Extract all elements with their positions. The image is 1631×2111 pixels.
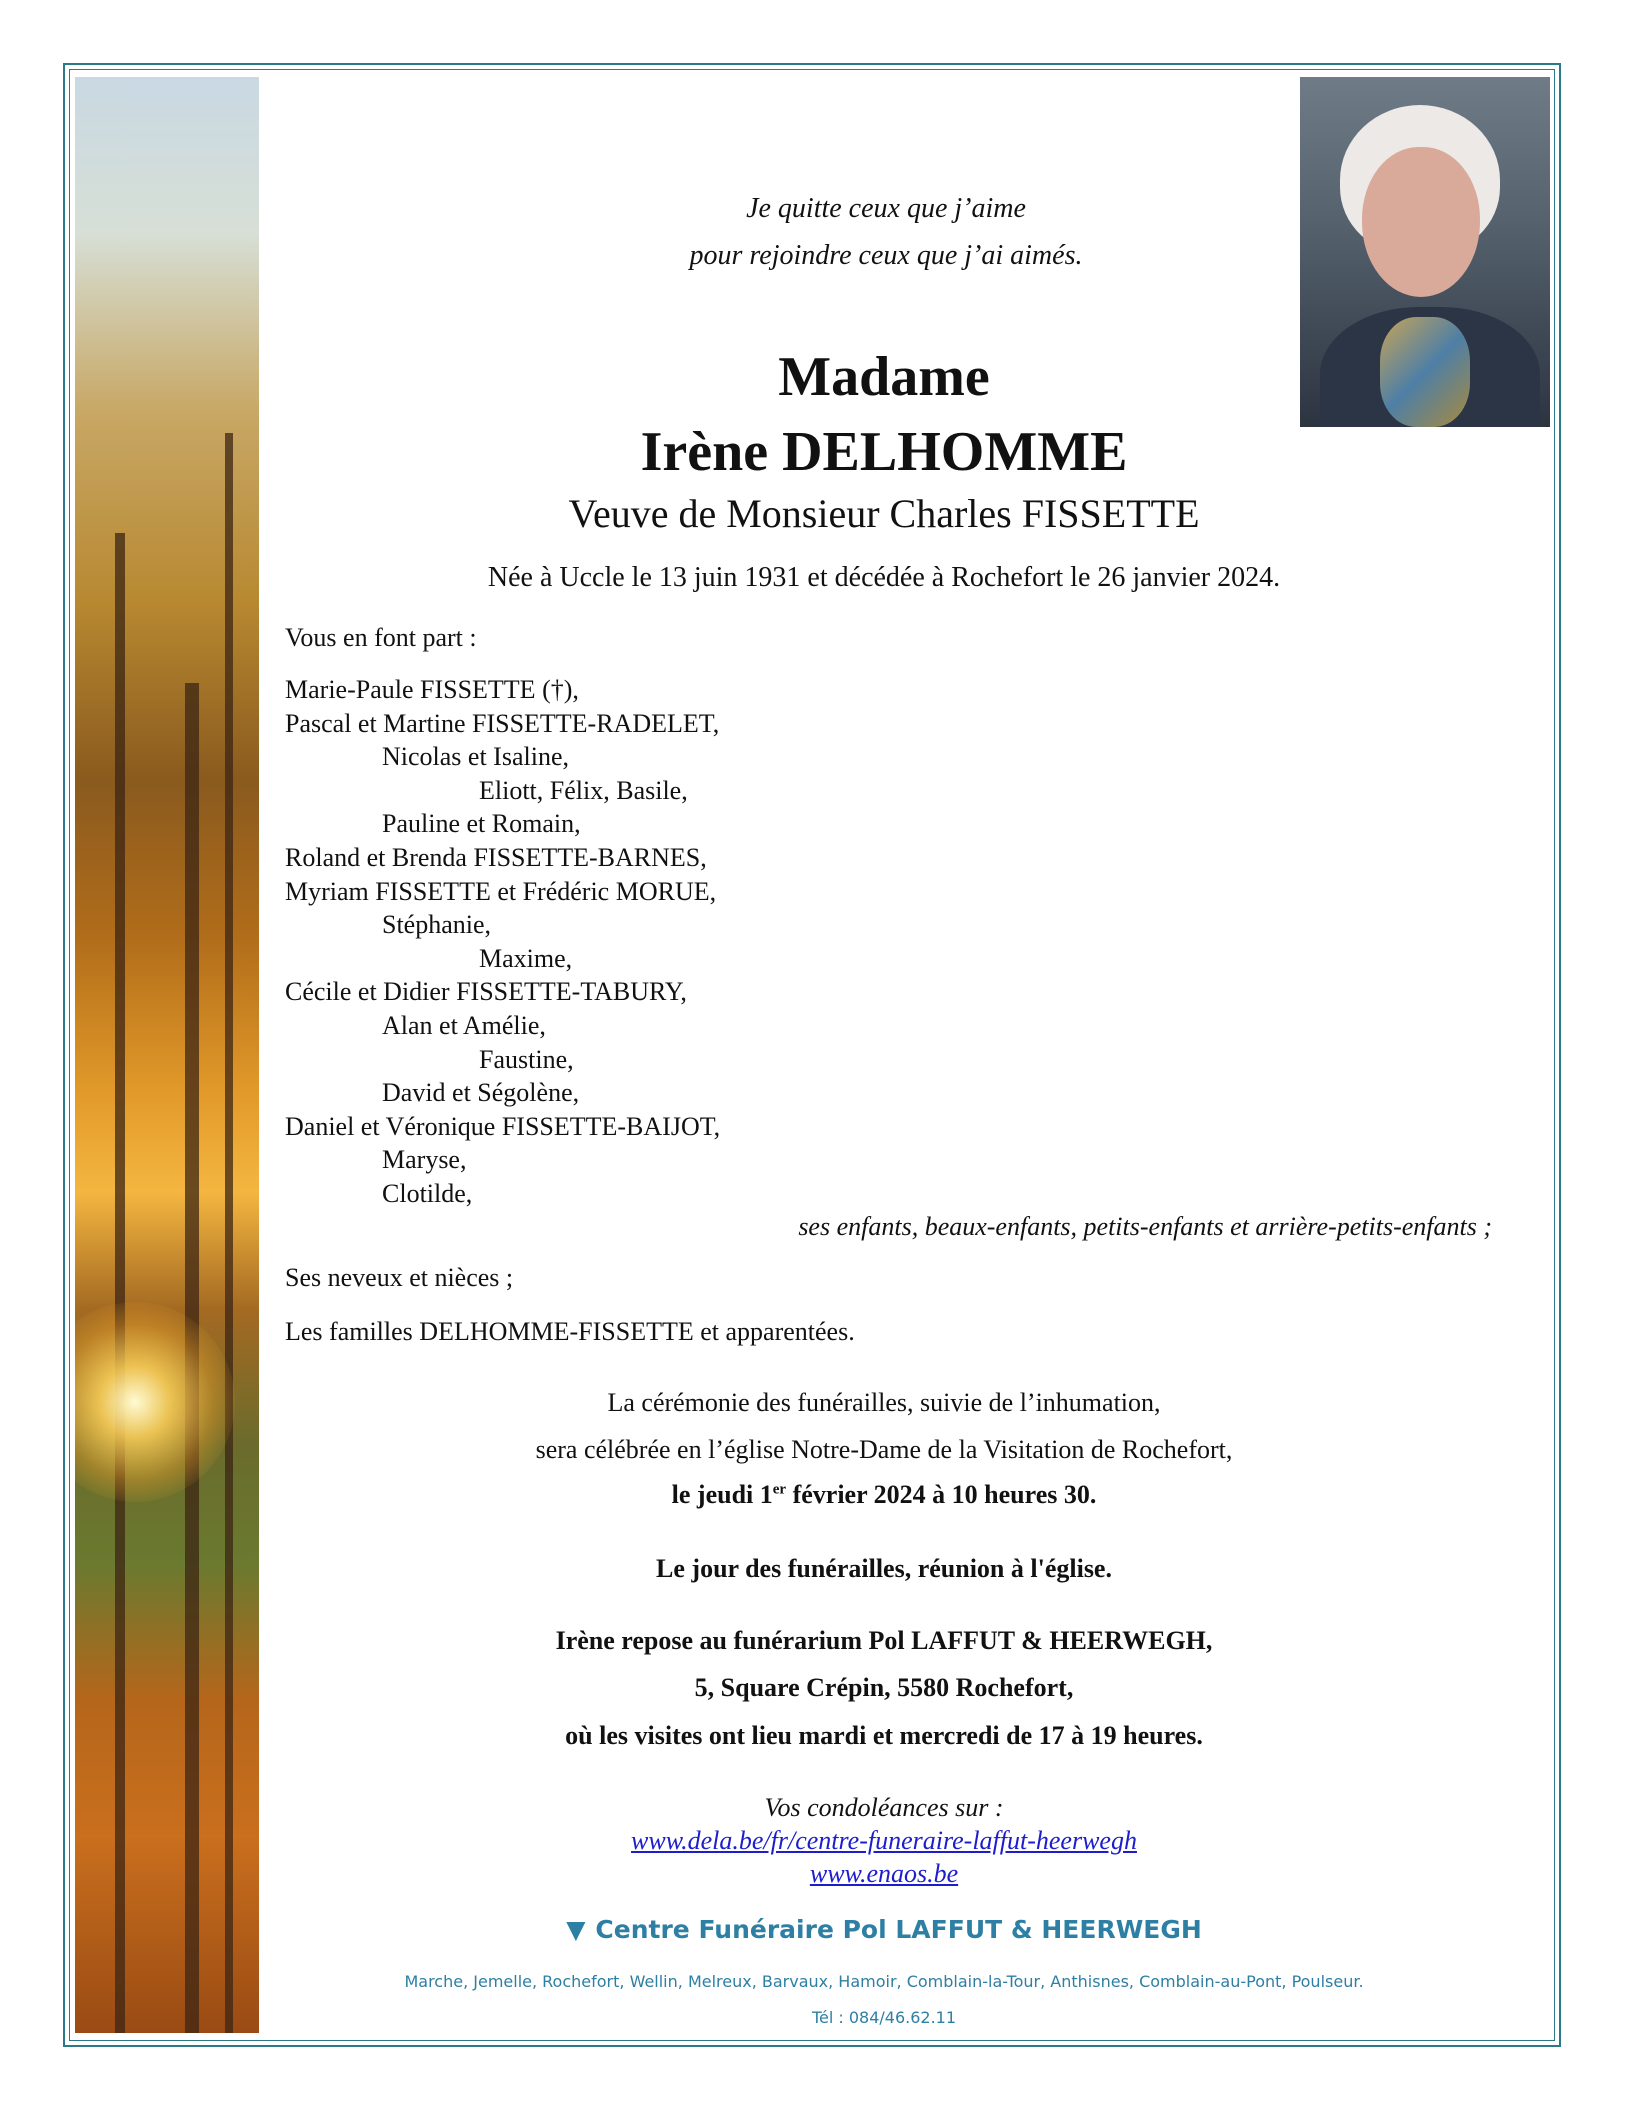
family-member: Clotilde, xyxy=(382,1179,473,1208)
deceased-name: Irène DELHOMME xyxy=(640,421,1128,483)
ceremony-line-2: sera célébrée en l’église Notre-Dame de la Visitation de Rochefort, xyxy=(535,1435,1233,1464)
children-caption: ses enfants, beaux-enfants, petits-enfants et arrière-petits-enfants ; xyxy=(798,1212,1492,1241)
related-families: Les familles DELHOMME-FISSETTE et apparentées. xyxy=(285,1317,855,1346)
meeting-notice: Le jour des funérailles, réunion à l'église. xyxy=(656,1554,1112,1583)
epitaph-line-2: pour rejoindre ceux que j’ai aimés. xyxy=(689,240,1083,271)
family-member: Alan et Amélie, xyxy=(382,1011,546,1040)
company-phone: Tél : 084/46.62.11 xyxy=(811,2008,957,2027)
family-member: Cécile et Didier FISSETTE-TABURY, xyxy=(285,977,687,1007)
nephews-nieces: Ses neveux et nièces ; xyxy=(285,1263,514,1292)
condolences-link-enaos[interactable]: www.enaos.be xyxy=(809,1859,959,1888)
company-name-text: Centre Funéraire Pol LAFFUT & HEERWEGH xyxy=(595,1915,1202,1944)
salutation: Madame xyxy=(778,346,990,408)
repose-line-3: où les visites ont lieu mardi et mercredi de 17 à 19 heures. xyxy=(565,1721,1203,1750)
family-member: Faustine, xyxy=(479,1044,574,1074)
triangle-down-icon: ▼ xyxy=(566,1915,586,1944)
family-member: Nicolas et Isaline, xyxy=(382,742,569,772)
portrait-photo xyxy=(1300,77,1550,427)
family-intro: Vous en font part : xyxy=(285,623,477,652)
family-member: Maryse, xyxy=(382,1145,467,1175)
family-member: Pauline et Romain, xyxy=(382,809,581,839)
family-member: Myriam FISSETTE et Frédéric MORUE, xyxy=(285,876,717,906)
repose-line-1: Irène repose au funérarium Pol LAFFUT & HEERWEGH, xyxy=(555,1626,1213,1655)
family-member: Daniel et Véronique FISSETTE-BAIJOT, xyxy=(285,1111,721,1141)
family-member: Pascal et Martine FISSETTE-RADELET, xyxy=(285,708,720,738)
sun-glow xyxy=(75,1302,235,1502)
company-locations: Marche, Jemelle, Rochefort, Wellin, Melreux, Barvaux, Hamoir, Comblain-la-Tour, Anthisnes, Comblain-au-Pont, Poulseur. xyxy=(404,1972,1364,1991)
condolences-link-dela[interactable]: www.dela.be/fr/centre-funeraire-laffut-heerwegh xyxy=(631,1826,1137,1855)
family-member: Eliott, Félix, Basile, xyxy=(479,775,688,805)
repose-line-2: 5, Square Crépin, 5580 Rochefort, xyxy=(694,1673,1074,1702)
family-member: Roland et Brenda FISSETTE-BARNES, xyxy=(285,843,707,872)
epitaph-line-1: Je quitte ceux que j’aime xyxy=(746,193,1026,224)
ceremony-line-1: La cérémonie des funérailles, suivie de l’inhumation, xyxy=(607,1388,1161,1417)
family-member: Marie-Paule FISSETTE (†), xyxy=(285,675,579,704)
company-name xyxy=(566,1915,1202,1944)
family-member: Stéphanie, xyxy=(382,910,492,940)
birth-death-dates: Née à Uccle le 13 juin 1931 et décédée à Rochefort le 26 janvier 2024. xyxy=(487,562,1281,593)
family-member: David et Ségolène, xyxy=(382,1078,580,1108)
condolences-label: Vos condoléances sur : xyxy=(764,1793,1004,1822)
autumn-forest-photo xyxy=(75,77,259,2033)
widow-of: Veuve de Monsieur Charles FISSETTE xyxy=(568,491,1200,536)
family-member: Maxime, xyxy=(479,943,573,973)
ceremony-date: le jeudi 1er février 2024 à 10 heures 30. xyxy=(671,1480,1097,1509)
